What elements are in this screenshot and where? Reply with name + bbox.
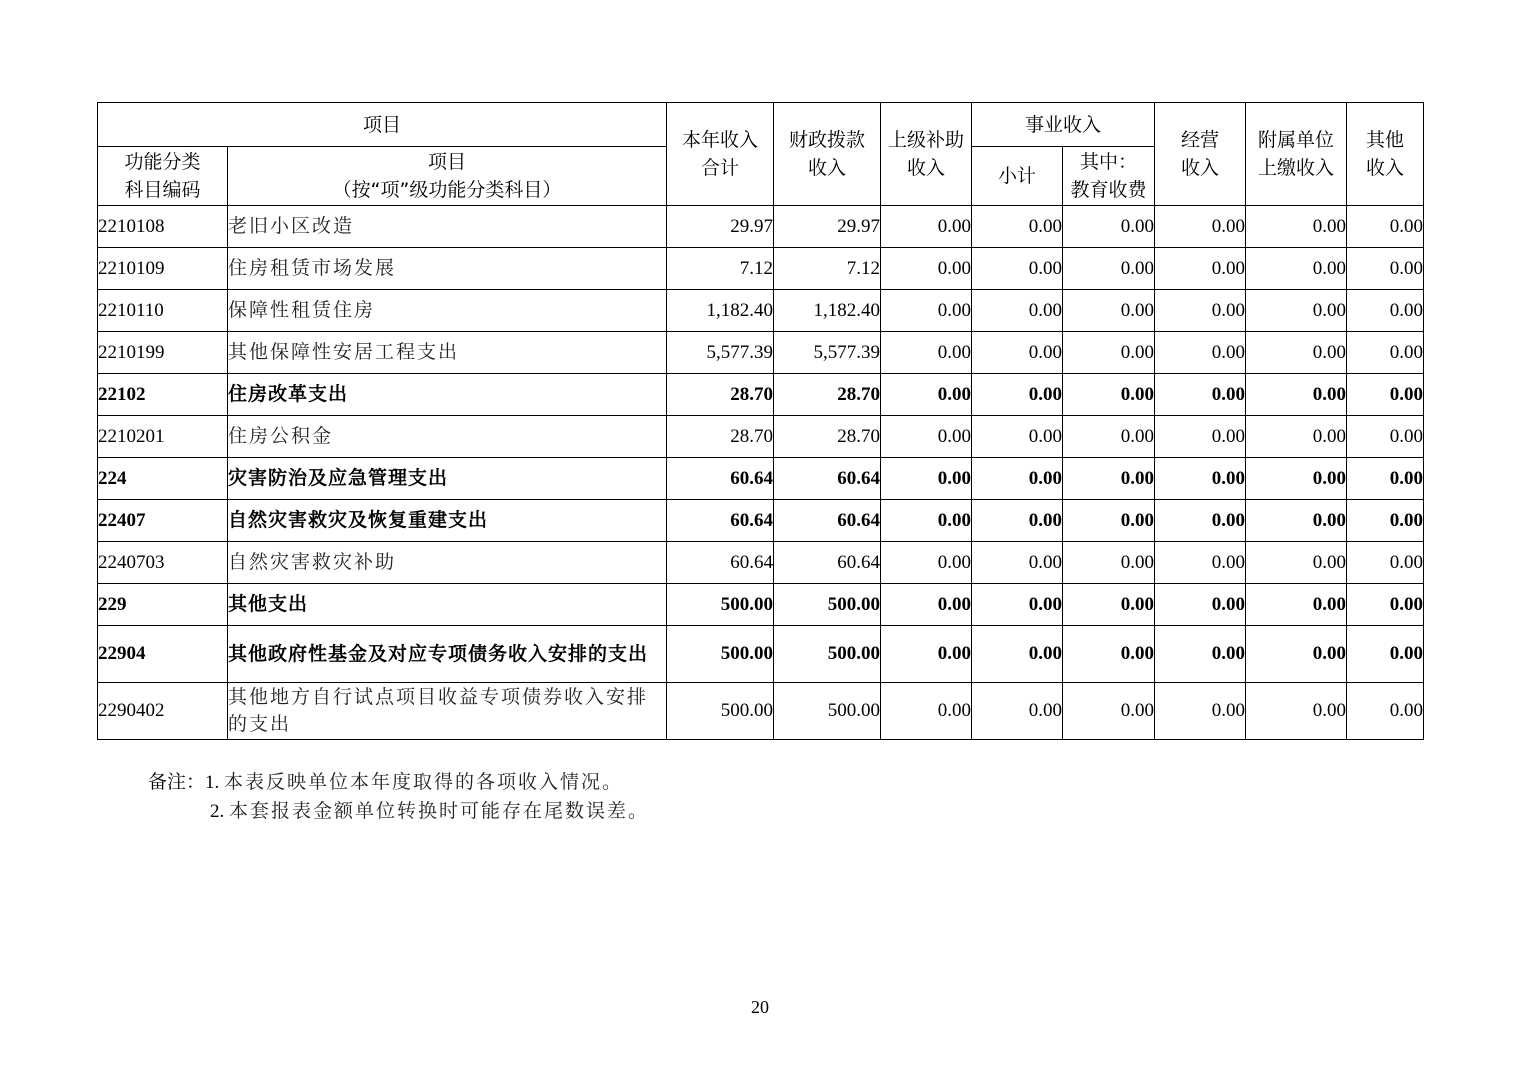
header-superior-subsidy: 上级补助 收入 — [881, 103, 972, 206]
cell-fiscal: 60.64 — [774, 458, 881, 500]
cell-operating: 0.00 — [1155, 332, 1246, 374]
cell-fiscal: 60.64 — [774, 500, 881, 542]
cell-other: 0.00 — [1347, 416, 1424, 458]
header-function-code: 功能分类 科目编码 — [98, 147, 228, 206]
cell-operating: 0.00 — [1155, 416, 1246, 458]
cell-subtotal: 0.00 — [972, 626, 1063, 683]
cell-subtotal: 0.00 — [972, 500, 1063, 542]
cell-total: 60.64 — [667, 500, 774, 542]
cell-superior: 0.00 — [881, 332, 972, 374]
cell-subtotal: 0.00 — [972, 206, 1063, 248]
cell-fiscal: 28.70 — [774, 416, 881, 458]
cell-other: 0.00 — [1347, 374, 1424, 416]
cell-total: 500.00 — [667, 584, 774, 626]
cell-total: 7.12 — [667, 248, 774, 290]
table-row — [98, 416, 1424, 458]
header-subtotal: 小计 — [972, 147, 1063, 206]
header-business-income: 事业收入 — [972, 103, 1155, 147]
cell-code: 2210108 — [98, 206, 228, 248]
cell-name: 自然灾害救灾补助 — [228, 542, 667, 584]
cell-superior: 0.00 — [881, 584, 972, 626]
cell-operating: 0.00 — [1155, 458, 1246, 500]
cell-code: 2290402 — [98, 683, 228, 740]
cell-total: 60.64 — [667, 458, 774, 500]
header-affiliate-income: 附属单位 上缴收入 — [1246, 103, 1347, 206]
cell-total: 28.70 — [667, 374, 774, 416]
cell-other: 0.00 — [1347, 206, 1424, 248]
cell-fiscal: 7.12 — [774, 248, 881, 290]
cell-affiliate: 0.00 — [1246, 500, 1347, 542]
cell-code: 2210199 — [98, 332, 228, 374]
cell-edu: 0.00 — [1063, 416, 1155, 458]
table-row-subtotal — [98, 584, 1424, 626]
cell-other: 0.00 — [1347, 584, 1424, 626]
cell-code: 22904 — [98, 626, 228, 683]
cell-subtotal: 0.00 — [972, 332, 1063, 374]
cell-total: 1,182.40 — [667, 290, 774, 332]
table-row-subtotal — [98, 626, 1424, 683]
cell-other: 0.00 — [1347, 248, 1424, 290]
cell-edu: 0.00 — [1063, 290, 1155, 332]
cell-fiscal: 500.00 — [774, 626, 881, 683]
note-1-text: 本表反映单位本年度取得的各项收入情况。 — [224, 771, 624, 793]
cell-affiliate: 0.00 — [1246, 584, 1347, 626]
cell-affiliate: 0.00 — [1246, 683, 1347, 740]
cell-name: 其他保障性安居工程支出 — [228, 332, 667, 374]
table-row — [98, 248, 1424, 290]
cell-other: 0.00 — [1347, 332, 1424, 374]
cell-edu: 0.00 — [1063, 542, 1155, 584]
cell-code: 2210109 — [98, 248, 228, 290]
page-number: 20 — [751, 997, 769, 1017]
cell-superior: 0.00 — [881, 416, 972, 458]
note-1-number: 1. — [205, 772, 220, 793]
cell-subtotal: 0.00 — [972, 542, 1063, 584]
cell-total: 28.70 — [667, 416, 774, 458]
cell-affiliate: 0.00 — [1246, 626, 1347, 683]
cell-code: 22102 — [98, 374, 228, 416]
table-header — [98, 103, 1424, 206]
cell-fiscal: 500.00 — [774, 584, 881, 626]
cell-fiscal: 60.64 — [774, 542, 881, 584]
cell-operating: 0.00 — [1155, 206, 1246, 248]
cell-other: 0.00 — [1347, 290, 1424, 332]
cell-superior: 0.00 — [881, 626, 972, 683]
note-1 — [148, 768, 649, 797]
cell-total: 29.97 — [667, 206, 774, 248]
cell-name: 其他政府性基金及对应专项债务收入安排的支出 — [228, 626, 667, 683]
table-body — [98, 206, 1424, 740]
table-row — [98, 332, 1424, 374]
cell-edu: 0.00 — [1063, 683, 1155, 740]
table-notes — [148, 768, 649, 826]
table-row — [98, 290, 1424, 332]
cell-operating: 0.00 — [1155, 683, 1246, 740]
cell-subtotal: 0.00 — [972, 584, 1063, 626]
header-total-income: 本年收入 合计 — [667, 103, 774, 206]
cell-name: 自然灾害救灾及恢复重建支出 — [228, 500, 667, 542]
cell-subtotal: 0.00 — [972, 458, 1063, 500]
cell-operating: 0.00 — [1155, 542, 1246, 584]
cell-edu: 0.00 — [1063, 584, 1155, 626]
note-2-number: 2. — [210, 801, 225, 822]
cell-name: 其他地方自行试点项目收益专项债券收入安排的支出 — [228, 683, 667, 740]
cell-operating: 0.00 — [1155, 290, 1246, 332]
cell-code: 2210110 — [98, 290, 228, 332]
cell-edu: 0.00 — [1063, 248, 1155, 290]
table-row-subtotal — [98, 374, 1424, 416]
header-operating-income: 经营 收入 — [1155, 103, 1246, 206]
cell-edu: 0.00 — [1063, 458, 1155, 500]
header-item-name: 项目 （按“项”级功能分类科目） — [228, 147, 667, 206]
cell-superior: 0.00 — [881, 374, 972, 416]
cell-edu: 0.00 — [1063, 500, 1155, 542]
cell-affiliate: 0.00 — [1246, 206, 1347, 248]
cell-edu: 0.00 — [1063, 626, 1155, 683]
cell-affiliate: 0.00 — [1246, 290, 1347, 332]
cell-name: 住房租赁市场发展 — [228, 248, 667, 290]
cell-edu: 0.00 — [1063, 374, 1155, 416]
cell-superior: 0.00 — [881, 500, 972, 542]
cell-total: 60.64 — [667, 542, 774, 584]
cell-total: 5,577.39 — [667, 332, 774, 374]
cell-other: 0.00 — [1347, 458, 1424, 500]
cell-affiliate: 0.00 — [1246, 374, 1347, 416]
table-row — [98, 542, 1424, 584]
cell-name: 老旧小区改造 — [228, 206, 667, 248]
cell-fiscal: 29.97 — [774, 206, 881, 248]
note-2-text: 本套报表金额单位转换时可能存在尾数误差。 — [229, 800, 650, 822]
cell-code: 2240703 — [98, 542, 228, 584]
cell-fiscal: 1,182.40 — [774, 290, 881, 332]
cell-subtotal: 0.00 — [972, 374, 1063, 416]
cell-code: 224 — [98, 458, 228, 500]
header-item: 项目 — [98, 103, 667, 147]
note-2 — [148, 797, 649, 826]
cell-affiliate: 0.00 — [1246, 248, 1347, 290]
cell-name: 灾害防治及应急管理支出 — [228, 458, 667, 500]
cell-fiscal: 500.00 — [774, 683, 881, 740]
cell-total: 500.00 — [667, 626, 774, 683]
cell-subtotal: 0.00 — [972, 683, 1063, 740]
cell-operating: 0.00 — [1155, 626, 1246, 683]
cell-operating: 0.00 — [1155, 248, 1246, 290]
cell-affiliate: 0.00 — [1246, 542, 1347, 584]
cell-affiliate: 0.00 — [1246, 458, 1347, 500]
header-fiscal-appropriation: 财政拨款 收入 — [774, 103, 881, 206]
header-education-fees: 其中： 教育收费 — [1063, 147, 1155, 206]
table-row-subtotal — [98, 500, 1424, 542]
table-row — [98, 206, 1424, 248]
cell-fiscal: 5,577.39 — [774, 332, 881, 374]
cell-other: 0.00 — [1347, 626, 1424, 683]
cell-superior: 0.00 — [881, 290, 972, 332]
cell-operating: 0.00 — [1155, 500, 1246, 542]
cell-name: 住房公积金 — [228, 416, 667, 458]
cell-superior: 0.00 — [881, 248, 972, 290]
cell-edu: 0.00 — [1063, 332, 1155, 374]
income-summary-table — [97, 102, 1424, 740]
cell-edu: 0.00 — [1063, 206, 1155, 248]
cell-superior: 0.00 — [881, 206, 972, 248]
header-other-income: 其他 收入 — [1347, 103, 1424, 206]
cell-superior: 0.00 — [881, 542, 972, 584]
cell-total: 500.00 — [667, 683, 774, 740]
table-row — [98, 683, 1424, 740]
cell-code: 229 — [98, 584, 228, 626]
cell-other: 0.00 — [1347, 542, 1424, 584]
notes-label: 备注： — [148, 771, 206, 793]
cell-other: 0.00 — [1347, 500, 1424, 542]
cell-affiliate: 0.00 — [1246, 416, 1347, 458]
cell-fiscal: 28.70 — [774, 374, 881, 416]
cell-operating: 0.00 — [1155, 584, 1246, 626]
table-row-subtotal — [98, 458, 1424, 500]
cell-subtotal: 0.00 — [972, 248, 1063, 290]
cell-name: 保障性租赁住房 — [228, 290, 667, 332]
cell-name: 住房改革支出 — [228, 374, 667, 416]
cell-code: 2210201 — [98, 416, 228, 458]
cell-superior: 0.00 — [881, 683, 972, 740]
cell-operating: 0.00 — [1155, 374, 1246, 416]
cell-name: 其他支出 — [228, 584, 667, 626]
cell-other: 0.00 — [1347, 683, 1424, 740]
cell-superior: 0.00 — [881, 458, 972, 500]
cell-code: 22407 — [98, 500, 228, 542]
cell-subtotal: 0.00 — [972, 290, 1063, 332]
cell-affiliate: 0.00 — [1246, 332, 1347, 374]
cell-subtotal: 0.00 — [972, 416, 1063, 458]
